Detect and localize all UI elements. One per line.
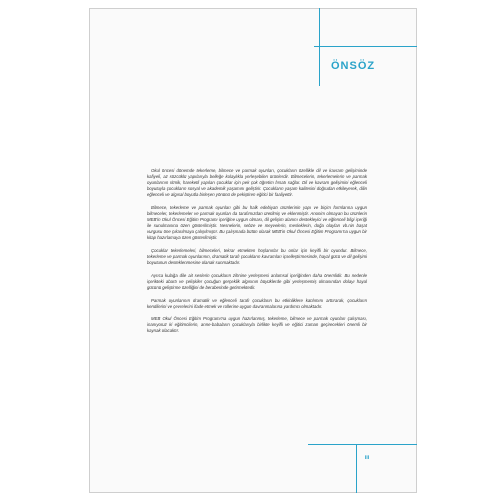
corner-line-horizontal-bottom: [308, 444, 417, 445]
corner-line-horizontal-top: [314, 46, 417, 47]
paragraph: Ayrıca kulağa dile ait seslerin çocukların zihnine yerleşmesi anlamsal içeriğinden daha önemlidir. Bu nedenle içerikteki abartı ve çelişkiler çocuğun gerçeklik algısının büyüklerde gibi yerleşmemiş olmasından dolayı hayal gücünü geliştirme özelliğini de beraberinde getirmektedir.: [147, 272, 367, 290]
paragraph: Bilmece, tekerleme ve parmak oyunları gibi bu halk edebiyatı ürünlerinin yapı ve biçim formlarına uygun bilmeceler, tekerlemeler ve parmak oyunları da tarafımızdan üretilmiş ve eklenmiştir. Anonim olmayan bu ürünlerin MEB'in Okul Öncesi Eğitim Programı içeriğine uygun olması, dil gelişim alanını destekleyici ve eğlenceli bilgi içeriği ile sunulmasına özen gösterilmiştir. Nesnelerin, sebze ve meyvelerin, mesleklerin, doğa olayları vb.nin başat vurgusu öne çıkarılmaya çalışılmıştır. Bu çalışmada bütün olarak MEB'in Okul Öncesi Eğitim Programı'na uygun bir kitap hazırlamaya özen gösterilmiştir.: [147, 204, 367, 241]
paragraph: MEB Okul Öncesi Eğitim Programı'na uygun hazırlanmış, tekerleme, bilmece ve parmak oyunları çalışması, inanıyoruz ki eğitimcilerin, anne-babaların çocuklarıyla birlikte keyifli ve eğitici zaman geçirecekleri önemli bir kaynak olacaktır.: [147, 316, 367, 334]
paragraph: Okul öncesi dönemde tekerleme, bilmece ve parmak oyunları, çocukların özellikle dil ve kavram gelişiminde kafiyeli, az sözcüklü yapılarıyla belleğe kolaylıkla yerleşebilen ürünlerdir. Bilmecelerin, tekerlemelerin ve parmak oyunlarının ritmik, hareketli yapıları çocuklar için pek çok öğretim fırsatı sağlar. Dil ve kavram gelişimini eğlenceli boyutuyla çocukların sosyal ve akademik yaşamını geliştirir. Çocukların yaşam kalitesini doğrudan etkileyerek, dilin eğlenceli ve algısal boyutla birleşen yönünü de pekiştiren eğitici bir faaliyettir.: [147, 168, 367, 198]
page-number: iii: [364, 455, 370, 461]
corner-line-vertical-top: [319, 8, 320, 86]
page-title: ÖNSÖZ: [331, 60, 376, 72]
paragraph: Çocuklar tekerlemeleri, bilmeceleri, tekrar etmekten hoşlanırlar bu onlar için keyifli bir oyundur. Bilmece, tekerleme ve parmak oyunlarının, dramatik tarafı çocukların kavramları içselleştirmesinde, hayal gücü ve dil gelişimi boyutunun desteklenmesine olanak sunmaktadır.: [147, 248, 367, 266]
paragraph: Parmak oyunlarının dramatik ve eğlenceli tarafı çocukların bu etkinliklere katılımını arttırarak, çocukların kendilerini ve çevrelerini ifade etmek ve rollerine uygun davranmalarına yardımcı olmaktadır.: [147, 297, 367, 309]
corner-line-vertical-bottom: [356, 444, 357, 493]
body-text: [147, 168, 367, 341]
